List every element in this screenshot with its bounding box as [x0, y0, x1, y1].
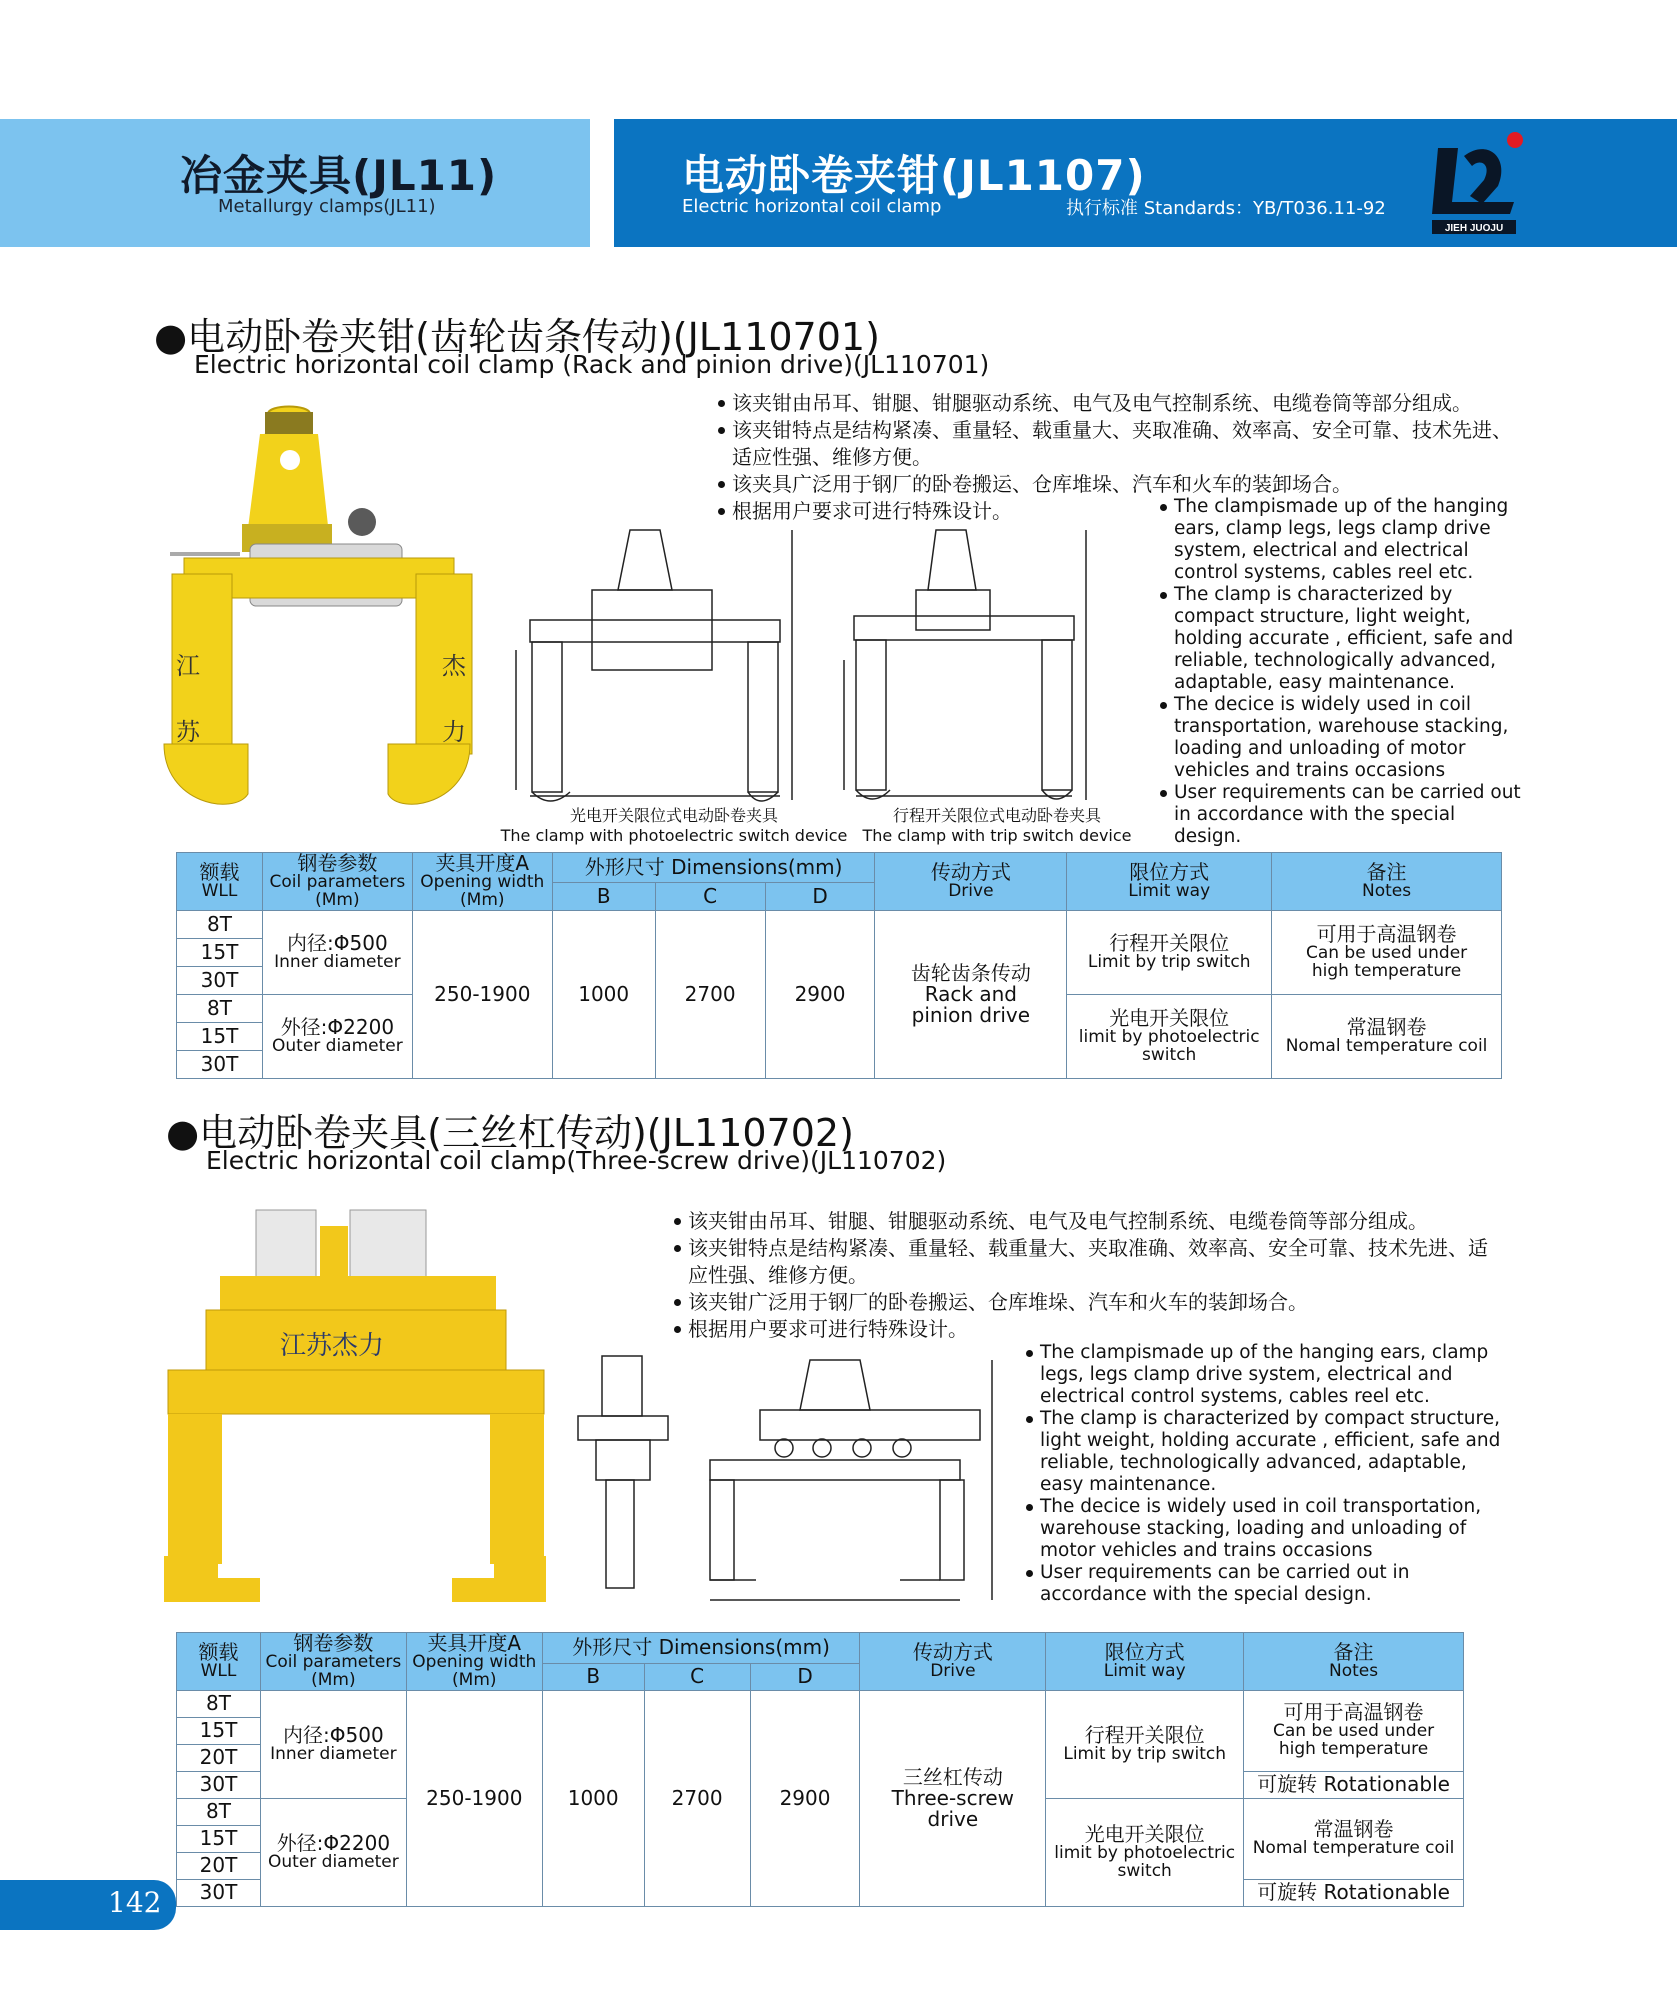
header-limit: 限位方式 Limit way	[1046, 1633, 1244, 1691]
section1-bullets-en	[1160, 496, 1525, 848]
note-normal-temp-cell: 常温钢卷 Nomal temperature coil	[1244, 1798, 1464, 1879]
page-number: 142	[108, 1886, 162, 1919]
drawing1-caption	[486, 806, 862, 846]
header-dimensions: 外形尺寸 Dimensions(mm)	[542, 1633, 860, 1664]
wll-cell: 30T	[177, 1051, 263, 1079]
wll-cell: 20T	[177, 1852, 261, 1879]
drawing1-caption-cn: 光电开关限位式电动卧卷夹具	[569, 806, 778, 825]
wll-cell: 15T	[177, 1717, 261, 1744]
section1-bullet-cn: 该夹钳特点是结构紧凑、重量轻、载重量大、夹取准确、效率高、安全可靠、技术先进、适应性强、维修方便。	[718, 417, 1518, 471]
drawing2-caption-cn: 行程开关限位式电动卧卷夹具	[892, 806, 1101, 825]
section1-drawing-photoelectric	[510, 520, 800, 810]
rotation-cell: 可旋转 Rotationable	[1244, 1879, 1464, 1906]
header-notes: 备注 Notes	[1272, 853, 1502, 911]
c-cell: 2700	[644, 1690, 750, 1906]
header-opening: 夹具开度A Opening width (Mm)	[412, 853, 552, 911]
header-coil: 钢卷参数 Coil parameters (Mm)	[260, 1633, 406, 1691]
b-cell: 1000	[542, 1690, 644, 1906]
company-logo	[1418, 128, 1524, 240]
header-limit: 限位方式 Limit way	[1067, 853, 1272, 911]
svg-text:江苏杰力: 江苏杰力	[280, 1331, 385, 1361]
note-normal-temp-cell: 常温钢卷 Nomal temperature coil	[1272, 995, 1502, 1079]
svg-text:江: 江	[176, 652, 200, 680]
header-wll: 额载 WLL	[177, 853, 263, 911]
header-opening: 夹具开度A Opening width (Mm)	[406, 1633, 542, 1691]
section1-bullet-cn: 该夹具广泛用于钢厂的卧卷搬运、仓库堆垛、汽车和火车的装卸场合。	[718, 471, 1518, 498]
drawing2-caption	[852, 806, 1142, 846]
coil-outer-cell: 外径:Φ2200 Outer diameter	[262, 995, 412, 1079]
limit-photoelectric-cell: 光电开关限位 limit by photoelectric switch	[1067, 995, 1272, 1079]
header-drive: 传动方式 Drive	[875, 853, 1067, 911]
wll-cell: 8T	[177, 1690, 261, 1717]
section2-bullet-cn: 根据用户要求可进行特殊设计。	[674, 1316, 1504, 1343]
wll-cell: 30T	[177, 1771, 261, 1798]
coil-inner-cell: 内径:Φ500 Inner diameter	[260, 1690, 406, 1798]
section1-drawing-trip-switch	[836, 520, 1096, 810]
drive-cell: 齿轮齿条传动 Rack and pinion drive	[875, 911, 1067, 1079]
coil-outer-cell: 外径:Φ2200 Outer diameter	[260, 1798, 406, 1906]
c-cell: 2700	[655, 911, 765, 1079]
drawing1-caption-en: The clamp with photoelectric switch device	[500, 826, 848, 845]
section2-bullet-cn: 该夹钳特点是结构紧凑、重量轻、载重量大、夹取准确、效率高、安全可靠、技术先进、适应性强、维修方便。	[674, 1235, 1504, 1289]
section2-bullet-en: The clampismade up of the hanging ears, clamp legs, legs clamp drive system, electrical and electrical control systems, cables reel etc.	[1026, 1342, 1514, 1408]
section2-bullet-en: The clamp is characterized by compact structure, light weight, holding accurate , efficient, safe and reliable, technologically advanced, adaptable, easy maintenance.	[1026, 1408, 1514, 1496]
section1-spec-table	[176, 852, 1502, 1079]
note-high-temp-cell: 可用于高温钢卷 Can be used under high temperature	[1272, 911, 1502, 995]
wll-cell: 15T	[177, 939, 263, 967]
section2-drawing-front	[700, 1350, 1000, 1610]
section2-bullet-en: The decice is widely used in coil transportation, warehouse stacking, loading and unloading of motor vehicles and trains occasions	[1026, 1496, 1514, 1562]
product-subtitle: Electric horizontal coil clamp	[682, 196, 942, 217]
header-coil: 钢卷参数 Coil parameters (Mm)	[262, 853, 412, 911]
section2-spec-table	[176, 1632, 1464, 1907]
section2-drawing-side	[572, 1352, 674, 1596]
category-title: 冶金夹具(JL11)	[180, 151, 498, 200]
coil-inner-cell: 内径:Φ500 Inner diameter	[262, 911, 412, 995]
header-notes: 备注 Notes	[1244, 1633, 1464, 1691]
section1-bullet-cn: 该夹钳由吊耳、钳腿、钳腿驱动系统、电气及电气控制系统、电缆卷筒等部分组成。	[718, 390, 1518, 417]
section1-bullet-cn: 根据用户要求可进行特殊设计。	[718, 498, 1518, 525]
header-d: D	[750, 1663, 860, 1690]
section1-subtitle: Electric horizontal coil clamp (Rack and pinion drive)(JL110701)	[194, 350, 990, 379]
section1-bullet-en: The clamp is characterized by compact structure, light weight, holding accurate , efficient, safe and reliable, technologically advanced, adaptable, easy maintenance.	[1160, 584, 1525, 694]
header-drive: 传动方式 Drive	[860, 1633, 1046, 1691]
header-b: B	[552, 883, 655, 911]
section1-bullet-en: User requirements can be carried out in accordance with the special design.	[1160, 782, 1525, 848]
category-subtitle: Metallurgy clamps(JL11)	[218, 196, 436, 217]
header-c: C	[655, 883, 765, 911]
header-dimensions: 外形尺寸 Dimensions(mm)	[552, 853, 875, 883]
wll-cell: 20T	[177, 1744, 261, 1771]
header-d: D	[765, 883, 875, 911]
limit-trip-cell: 行程开关限位 Limit by trip switch	[1046, 1690, 1244, 1798]
opening-cell: 250-1900	[412, 911, 552, 1079]
header-wll: 额载 WLL	[177, 1633, 261, 1691]
section2-product-photo	[160, 1206, 550, 1610]
b-cell: 1000	[552, 911, 655, 1079]
wll-cell: 8T	[177, 911, 263, 939]
svg-text:JIEH JUOJU: JIEH JUOJU	[1444, 223, 1504, 234]
section2-bullet-cn: 该夹钳广泛用于钢厂的卧卷搬运、仓库堆垛、汽车和火车的装卸场合。	[674, 1289, 1504, 1316]
section2-bullets-cn	[674, 1208, 1504, 1343]
section2-bullets-en	[1026, 1342, 1514, 1606]
section1-bullet-en: The decice is widely used in coil transportation, warehouse stacking, loading and unloading of motor vehicles and trains occasions	[1160, 694, 1525, 782]
section2-bullet-cn: 该夹钳由吊耳、钳腿、钳腿驱动系统、电气及电气控制系统、电缆卷筒等部分组成。	[674, 1208, 1504, 1235]
drawing2-caption-en: The clamp with trip switch device	[862, 826, 1132, 845]
svg-text:力: 力	[442, 718, 466, 746]
rotation-cell: 可旋转 Rotationable	[1244, 1771, 1464, 1798]
header-c: C	[644, 1663, 750, 1690]
drive-cell: 三丝杠传动 Three-screw drive	[860, 1690, 1046, 1906]
limit-trip-cell: 行程开关限位 Limit by trip switch	[1067, 911, 1272, 995]
section2-bullet-en: User requirements can be carried out in accordance with the special design.	[1026, 1562, 1514, 1606]
wll-cell: 8T	[177, 995, 263, 1023]
d-cell: 2900	[765, 911, 875, 1079]
limit-photoelectric-cell: 光电开关限位 limit by photoelectric switch	[1046, 1798, 1244, 1906]
wll-cell: 30T	[177, 1879, 261, 1906]
d-cell: 2900	[750, 1690, 860, 1906]
wll-cell: 8T	[177, 1798, 261, 1825]
section1-title: ●电动卧卷夹钳(齿轮齿条传动)(JL110701)	[154, 315, 880, 359]
section1-product-photo	[150, 404, 480, 816]
wll-cell: 15T	[177, 1825, 261, 1852]
svg-text:杰: 杰	[442, 652, 466, 680]
section2-subtitle: Electric horizontal coil clamp(Three-screw drive)(JL110702)	[206, 1146, 947, 1175]
svg-text:苏: 苏	[176, 718, 200, 746]
wll-cell: 30T	[177, 967, 263, 995]
section1-bullet-en: The clampismade up of the hanging ears, clamp legs, legs clamp drive system, electrical and electrical control systems, cables reel etc.	[1160, 496, 1525, 584]
note-high-temp-cell: 可用于高温钢卷 Can be used under high temperature	[1244, 1690, 1464, 1771]
wll-cell: 15T	[177, 1023, 263, 1051]
opening-cell: 250-1900	[406, 1690, 542, 1906]
header-b: B	[542, 1663, 644, 1690]
section2-title: ●电动卧卷夹具(三丝杠传动)(JL110702)	[166, 1111, 854, 1155]
product-title: 电动卧卷夹钳(JL1107)	[682, 151, 1146, 200]
standard-label: 执行标准 Standards：YB/T036.11-92	[1066, 198, 1386, 219]
